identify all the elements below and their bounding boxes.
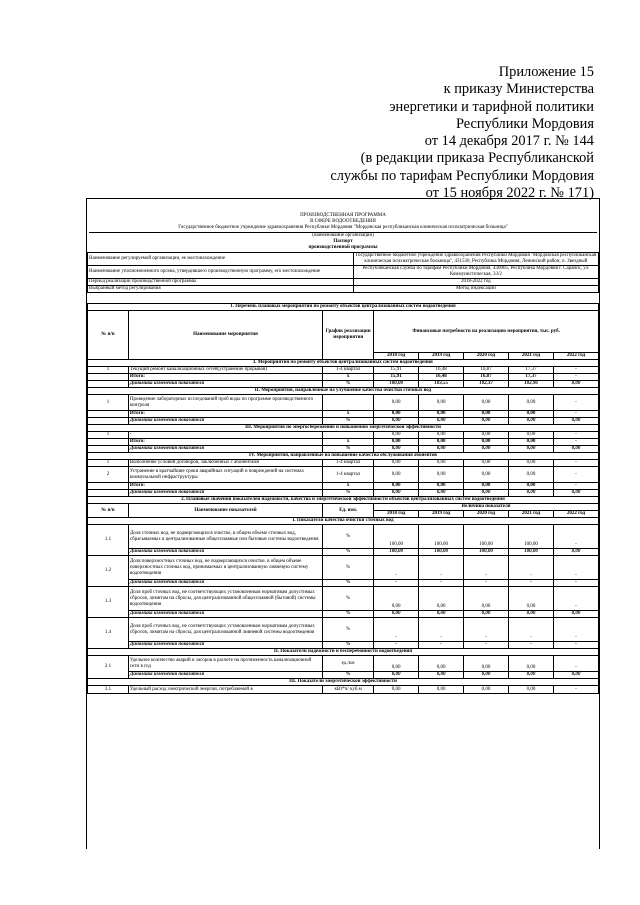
dynamics-value: 0,00 bbox=[419, 672, 464, 679]
header-line: (в редакции приказа Республиканской bbox=[360, 150, 594, 167]
header-line: от 14 декабря 2017 г. № 144 bbox=[424, 133, 594, 150]
indicator-row bbox=[88, 525, 599, 549]
dynamics-value: - bbox=[509, 642, 554, 649]
finance-value: 16,48 bbox=[419, 374, 464, 381]
indicator-value: - bbox=[509, 556, 554, 580]
group-title: III. Мероприятия по энергосбережению и повышению энергетической эффективности bbox=[88, 425, 599, 432]
dynamics-value: - bbox=[509, 580, 554, 587]
dynamics-value: - bbox=[464, 580, 509, 587]
passport-subtitle: производственной программы bbox=[308, 245, 378, 251]
dynamics-label: Динамика изменения показателя bbox=[128, 611, 322, 618]
finance-value: 0,00 bbox=[464, 467, 509, 483]
finance-value: 0,00 bbox=[464, 418, 509, 425]
dynamics-label: Динамика изменения показателя bbox=[128, 642, 322, 649]
row-number: 3.1 bbox=[88, 686, 129, 694]
col-unit-header: Ед. изм. bbox=[323, 504, 374, 518]
measure-schedule: х bbox=[323, 483, 374, 490]
indicator-value: - bbox=[464, 618, 509, 642]
measure-row bbox=[88, 483, 599, 490]
indicator-value: 0,00 bbox=[509, 656, 554, 672]
group-title-row bbox=[88, 453, 599, 460]
measure-row bbox=[88, 367, 599, 374]
passport-row bbox=[88, 253, 599, 266]
indicator-unit: % bbox=[323, 587, 374, 611]
row-number bbox=[88, 490, 129, 497]
row-number: 1 bbox=[88, 460, 129, 467]
year-header: 2021 год bbox=[509, 353, 554, 360]
col-schedule-header: График реализации мероприятия bbox=[323, 311, 374, 360]
passport-value: Метод индексации bbox=[353, 286, 598, 293]
group-title: II. Показатели надежности и бесперебойности водоотведения bbox=[88, 649, 599, 656]
finance-value: 0,00 bbox=[374, 483, 419, 490]
year-header: 2020 год bbox=[464, 511, 509, 518]
row-number: 1 bbox=[88, 367, 129, 374]
dynamics-row bbox=[88, 580, 599, 587]
finance-value: 0,00 bbox=[509, 418, 554, 425]
finance-value: 0,00 bbox=[509, 483, 554, 490]
passport-value: 2018-2022 год bbox=[353, 279, 598, 286]
group-title-row bbox=[88, 425, 599, 432]
header-line: Приложение 15 bbox=[498, 64, 594, 80]
measure-name: Итого: bbox=[128, 483, 322, 490]
passport-row bbox=[88, 279, 599, 286]
measure-name: Итого: bbox=[128, 411, 322, 418]
finance-value: 0,00 bbox=[553, 418, 598, 425]
indicator-name: Удельное количество аварий и засоров в расчете на протяженность канализационной сети в год bbox=[128, 656, 322, 672]
measure-name: Динамика изменения показателя bbox=[128, 490, 322, 497]
measure-row bbox=[88, 411, 599, 418]
section2-title: 2. Плановые значения показателей надежности, качества и энергетической эффективности объектов централизованных систем водоотведения bbox=[88, 497, 599, 504]
indicator-value: - bbox=[553, 686, 598, 694]
indicator-name: Доля сточных вод, не подвергающихся очистке, в общем объеме сточных вод, сбрасываемых в централизованные общесплавные или бытовые системы водоотведения bbox=[128, 525, 322, 549]
measure-row bbox=[88, 439, 599, 446]
col-name-header: Наименование показателей bbox=[128, 504, 322, 518]
dynamics-value: - bbox=[553, 580, 598, 587]
finance-value: - bbox=[553, 395, 598, 411]
finance-value: 0,00 bbox=[464, 446, 509, 453]
indicator-value: - bbox=[553, 525, 598, 549]
indicator-value: 100,00 bbox=[464, 525, 509, 549]
year-header: 2020 год bbox=[464, 353, 509, 360]
indicator-value: 100,00 bbox=[419, 525, 464, 549]
group-title-row bbox=[88, 360, 599, 367]
measure-name: Проведение лабораторных исследований проб воды по программе производственного контроля bbox=[128, 395, 322, 411]
dynamics-label: Динамика изменения показателя bbox=[128, 580, 322, 587]
passport-value: Республиканская служба по тарифам Республики Мордовия, 430005, Республика Мордовия г. Саранск, ул. Коммунистическая, 33/2 bbox=[353, 266, 598, 279]
finance-value: 0,00 bbox=[464, 483, 509, 490]
indicator-value: 0,00 bbox=[419, 686, 464, 694]
finance-value: 0,00 bbox=[464, 439, 509, 446]
finance-value: 0,00 bbox=[374, 411, 419, 418]
col-finance-header: Финансовые потребности на реализацию мероприятия, тыс. руб. bbox=[374, 311, 599, 353]
measure-row bbox=[88, 395, 599, 411]
measure-name: Текущий ремонт канализационных сетей(устранение прорывов) bbox=[128, 367, 322, 374]
row-number bbox=[88, 483, 129, 490]
finance-value: 0,00 bbox=[374, 446, 419, 453]
row-number bbox=[88, 418, 129, 425]
header-line: от 15 ноября 2022 г. № 171) bbox=[425, 185, 594, 202]
measure-row bbox=[88, 467, 599, 483]
measure-name: Динамика изменения показателя bbox=[128, 418, 322, 425]
finance-value: 102,96 bbox=[509, 381, 554, 388]
measure-schedule: 1-4 квартал bbox=[323, 367, 374, 374]
measure-schedule: % bbox=[323, 490, 374, 497]
finance-value: 17,37 bbox=[509, 367, 554, 374]
dynamics-value: 100,00 bbox=[374, 549, 419, 556]
indicator-value: - bbox=[374, 618, 419, 642]
dynamics-unit: % bbox=[323, 642, 374, 649]
finance-value: 0,00 bbox=[464, 395, 509, 411]
finance-value: 0,00 bbox=[419, 490, 464, 497]
dynamics-value: - bbox=[553, 642, 598, 649]
group-title: II. Мероприятия, направленные на улучшение качества очистки сточных вод bbox=[88, 388, 599, 395]
program-document bbox=[86, 198, 600, 849]
measure-name: Устранение в кратчайшие сроки аварийных ситуаций и повреждений на системах коммунальной инфраструктуры bbox=[128, 467, 322, 483]
indicator-value: - bbox=[509, 618, 554, 642]
dynamics-row bbox=[88, 672, 599, 679]
finance-value: 0,00 bbox=[464, 460, 509, 467]
measure-name: Динамика изменения показателя bbox=[128, 446, 322, 453]
repair-measures-table bbox=[87, 303, 599, 497]
indicator-row bbox=[88, 587, 599, 611]
finance-value: 0,00 bbox=[509, 490, 554, 497]
finance-value: - bbox=[553, 483, 598, 490]
finance-value: 0,00 bbox=[509, 411, 554, 418]
finance-value: 0,00 bbox=[464, 411, 509, 418]
group-title: III. Показатели энергетической эффективности bbox=[88, 679, 599, 686]
dynamics-value: 100,00 bbox=[509, 549, 554, 556]
year-header: 2022 год bbox=[553, 353, 598, 360]
passport-label: Выбранный метод регулирования bbox=[88, 286, 354, 293]
finance-value: 102,37 bbox=[464, 381, 509, 388]
measure-row bbox=[88, 418, 599, 425]
header-line: к приказу Министерства bbox=[443, 81, 594, 98]
dynamics-label: Динамика изменения показателя bbox=[128, 672, 322, 679]
row-number: 2.1 bbox=[88, 656, 129, 679]
indicator-value: - bbox=[553, 618, 598, 642]
finance-value: 0,00 bbox=[553, 490, 598, 497]
indicator-name: Удельный расход электрической энергии, потребляемой в bbox=[128, 686, 322, 694]
finance-value: 16,48 bbox=[419, 367, 464, 374]
measure-row bbox=[88, 432, 599, 439]
finance-value: - bbox=[553, 439, 598, 446]
dynamics-row bbox=[88, 549, 599, 556]
finance-value: 0,00 bbox=[419, 460, 464, 467]
dynamics-value: 0,00 bbox=[553, 611, 598, 618]
group-title: I. Показатели качества очистки сточных вод bbox=[88, 518, 599, 525]
year-header: 2021 год bbox=[509, 511, 554, 518]
finance-value: 0,00 bbox=[374, 439, 419, 446]
row-number: 1.3 bbox=[88, 587, 129, 618]
measure-row bbox=[88, 381, 599, 388]
finance-value: 0,00 bbox=[509, 467, 554, 483]
finance-value: 0,00 bbox=[464, 490, 509, 497]
row-number: 1.2 bbox=[88, 556, 129, 587]
finance-value: 100,00 bbox=[374, 381, 419, 388]
row-number bbox=[88, 374, 129, 381]
row-number bbox=[88, 411, 129, 418]
measure-schedule: 1-4 квартал bbox=[323, 460, 374, 467]
header-line: службы по тарифам Республики Мордовия bbox=[330, 167, 594, 184]
dynamics-row bbox=[88, 611, 599, 618]
group-title: IV. Мероприятия, направленные на повышение качества обслуживания абонентов bbox=[88, 453, 599, 460]
indicator-value: 0,00 bbox=[419, 587, 464, 611]
finance-value: 0,00 bbox=[553, 446, 598, 453]
finance-value: 0,00 bbox=[419, 467, 464, 483]
dynamics-value: 0,00 bbox=[509, 611, 554, 618]
dynamics-unit: % bbox=[323, 672, 374, 679]
dynamics-value: - bbox=[374, 642, 419, 649]
measure-schedule bbox=[323, 432, 374, 439]
finance-value: 0,00 bbox=[464, 432, 509, 439]
finance-value: 0,00 bbox=[374, 418, 419, 425]
order-header bbox=[330, 64, 594, 202]
indicator-row bbox=[88, 656, 599, 672]
measure-name: Итого: bbox=[128, 439, 322, 446]
program-title-block bbox=[87, 199, 599, 251]
dynamics-unit: % bbox=[323, 549, 374, 556]
finance-value: 0,00 bbox=[374, 467, 419, 483]
dynamics-value: - bbox=[419, 642, 464, 649]
col-values-header: Величина показателя bbox=[374, 504, 599, 511]
finance-value: 0,00 bbox=[553, 381, 598, 388]
finance-value: - bbox=[553, 374, 598, 381]
indicator-value: 100,00 bbox=[374, 525, 419, 549]
indicator-value: - bbox=[553, 587, 598, 611]
finance-value: - bbox=[553, 411, 598, 418]
row-number: 1 bbox=[88, 395, 129, 411]
indicator-value: 0,00 bbox=[374, 686, 419, 694]
measure-row bbox=[88, 374, 599, 381]
indicator-value: 0,00 bbox=[509, 587, 554, 611]
year-header: 2018 год bbox=[374, 511, 419, 518]
indicator-value: - bbox=[419, 618, 464, 642]
measure-schedule: х bbox=[323, 439, 374, 446]
indicator-value: 0,00 bbox=[419, 656, 464, 672]
finance-value: 16,87 bbox=[464, 367, 509, 374]
finance-value: 0,00 bbox=[419, 395, 464, 411]
measure-schedule: х bbox=[323, 374, 374, 381]
measure-row bbox=[88, 446, 599, 453]
program-subtitle: В СФЕРЕ ВОДООТВЕДЕНИЯ bbox=[310, 219, 376, 225]
year-header: 2022 год bbox=[553, 511, 598, 518]
indicator-unit: % bbox=[323, 556, 374, 580]
finance-value: 0,00 bbox=[509, 439, 554, 446]
passport-label: Наименование регулируемой организации, ее местонахождение bbox=[88, 253, 354, 266]
finance-value: 0,00 bbox=[419, 432, 464, 439]
year-header: 2019 год bbox=[419, 353, 464, 360]
indicator-value: 0,00 bbox=[374, 587, 419, 611]
finance-value: 0,00 bbox=[509, 446, 554, 453]
group-title-row bbox=[88, 518, 599, 525]
finance-value: - bbox=[553, 432, 598, 439]
header-line: энергетики и тарифной политики bbox=[389, 98, 594, 115]
dynamics-value: 0,00 bbox=[374, 672, 419, 679]
program-title: ПРОИЗВОДСТВЕННАЯ ПРОГРАММА bbox=[300, 213, 386, 218]
finance-value: 103,55 bbox=[419, 381, 464, 388]
measure-schedule: 1-4 квартал bbox=[323, 467, 374, 483]
measure-schedule: % bbox=[323, 418, 374, 425]
passport-label: Период реализации производственной программы bbox=[88, 279, 354, 286]
indicator-unit: ед./км bbox=[323, 656, 374, 672]
finance-value: 0,00 bbox=[419, 483, 464, 490]
indicator-row bbox=[88, 618, 599, 642]
finance-value: 0,00 bbox=[374, 490, 419, 497]
finance-value: 15,91 bbox=[374, 374, 419, 381]
finance-value: 0,00 bbox=[419, 411, 464, 418]
indicator-value: 0,00 bbox=[374, 656, 419, 672]
passport-title: Паспорт bbox=[333, 238, 353, 244]
indicator-value: - bbox=[464, 556, 509, 580]
finance-value: 0,00 bbox=[509, 395, 554, 411]
finance-value: - bbox=[553, 367, 598, 374]
dynamics-value: 100,00 bbox=[419, 549, 464, 556]
indicator-value: - bbox=[374, 556, 419, 580]
passport-label: Наименование уполномоченного органа, утвердившего производственную программу, его местонахождение bbox=[88, 266, 354, 279]
indicator-value: - bbox=[419, 556, 464, 580]
measure-schedule bbox=[323, 395, 374, 411]
group-title-row bbox=[88, 649, 599, 656]
finance-value: 0,00 bbox=[374, 395, 419, 411]
indicator-value: - bbox=[553, 556, 598, 580]
row-number: 2 bbox=[88, 467, 129, 483]
finance-value: 0,00 bbox=[419, 439, 464, 446]
finance-value: 0,00 bbox=[509, 460, 554, 467]
dynamics-value: 0,00 bbox=[419, 611, 464, 618]
finance-value: 16,87 bbox=[464, 374, 509, 381]
row-number bbox=[88, 381, 129, 388]
year-header: 2019 год bbox=[419, 511, 464, 518]
measure-name: Динамика изменения показателя bbox=[128, 381, 322, 388]
group-title-row bbox=[88, 679, 599, 686]
dynamics-value: - bbox=[419, 580, 464, 587]
header-line: Республики Мордовия bbox=[455, 115, 594, 132]
indicator-name: Доля поверхностных сточных вод, не подвергающихся очистке, в общем объеме поверхностных сточных вод, принимаемых в централизованную ливневую систему водоотведения bbox=[128, 556, 322, 580]
finance-value: 0,00 bbox=[374, 460, 419, 467]
finance-value: 17,37 bbox=[509, 374, 554, 381]
indicator-unit: % bbox=[323, 525, 374, 549]
dynamics-value: 100,00 bbox=[464, 549, 509, 556]
finance-value: 0,00 bbox=[419, 418, 464, 425]
col-num-header: № п/п bbox=[88, 504, 129, 518]
section1-title: 1. Перечень плановых мероприятий по ремонту объектов централизованных систем водоотведения bbox=[88, 304, 599, 311]
passport-table bbox=[87, 252, 599, 293]
dynamics-unit: % bbox=[323, 580, 374, 587]
row-number bbox=[88, 446, 129, 453]
indicator-unit: % bbox=[323, 618, 374, 642]
row-number: 1.4 bbox=[88, 618, 129, 649]
finance-value: 0,00 bbox=[419, 446, 464, 453]
measure-schedule: х bbox=[323, 411, 374, 418]
measure-schedule: % bbox=[323, 381, 374, 388]
dynamics-value: 0,00 bbox=[509, 672, 554, 679]
col-name-header: Наименование мероприятия bbox=[128, 311, 322, 360]
finance-value: - bbox=[553, 467, 598, 483]
indicator-value: 100,00 bbox=[509, 525, 554, 549]
indicator-value: 0,00 bbox=[464, 686, 509, 694]
measure-schedule: % bbox=[323, 446, 374, 453]
passport-value: Государственное бюджетное учреждение здравоохранения Республики Мордовия "Мордовская республиканская клиническая психиатрическая больница", 431530, Республика Мордовия, Ленинский район, п. Звездный bbox=[353, 253, 598, 266]
indicator-value: 0,00 bbox=[509, 686, 554, 694]
passport-row bbox=[88, 266, 599, 279]
dynamics-value: 0,00 bbox=[553, 672, 598, 679]
row-number: 1 bbox=[88, 432, 129, 439]
indicator-row bbox=[88, 556, 599, 580]
dynamics-value: 0,00 bbox=[553, 549, 598, 556]
dynamics-value: 0,00 bbox=[464, 672, 509, 679]
measure-row bbox=[88, 490, 599, 497]
dynamics-value: 0,00 bbox=[464, 611, 509, 618]
dynamics-value: - bbox=[374, 580, 419, 587]
indicators-table bbox=[87, 497, 599, 694]
finance-value: 0,00 bbox=[509, 432, 554, 439]
dynamics-label: Динамика изменения показателя bbox=[128, 549, 322, 556]
indicator-unit: кВт*ч/ куб.м bbox=[323, 686, 374, 694]
col-num-header: № п/п bbox=[88, 311, 129, 360]
measure-name: - bbox=[128, 432, 322, 439]
row-number bbox=[88, 439, 129, 446]
indicator-name: Доля проб сточных вод, не соответствующих установленным нормативам допустимых сбросов, лимитам на сбросы, для централизованной общесплавной (бытовой) системы водоотведения bbox=[128, 587, 322, 611]
finance-value: - bbox=[553, 460, 598, 467]
indicator-row bbox=[88, 686, 599, 694]
passport-row bbox=[88, 286, 599, 293]
measure-name: Итого: bbox=[128, 374, 322, 381]
group-title: I. Мероприятия по ремонту объектов централизованных систем водоотведения bbox=[88, 360, 599, 367]
measure-name: Выполнение условий договоров, заключенных с абонентами bbox=[128, 460, 322, 467]
dynamics-row bbox=[88, 642, 599, 649]
row-number: 1.1 bbox=[88, 525, 129, 556]
finance-value: 15,91 bbox=[374, 367, 419, 374]
indicator-name: Доля проб сточных вод, не соответствующих установленным нормативам допустимых сбросов, лимитам на сбросы, для централизованной ливневой системы водоотведения bbox=[128, 618, 322, 642]
measure-row bbox=[88, 460, 599, 467]
finance-value: 0,00 bbox=[374, 432, 419, 439]
dynamics-value: - bbox=[464, 642, 509, 649]
group-title-row bbox=[88, 388, 599, 395]
organization-caption: (наименование организации) bbox=[312, 232, 374, 238]
indicator-value: - bbox=[553, 656, 598, 672]
dynamics-unit: % bbox=[323, 611, 374, 618]
indicator-value: 0,00 bbox=[464, 587, 509, 611]
organization-name: Государственное бюджетное учреждение здравоохранения Республики Мордовия "Мордовская республиканская клиническая психиатрическая больница" bbox=[89, 225, 597, 232]
indicator-value: 0,00 bbox=[464, 656, 509, 672]
dynamics-value: 0,00 bbox=[374, 611, 419, 618]
year-header: 2018 год bbox=[374, 353, 419, 360]
